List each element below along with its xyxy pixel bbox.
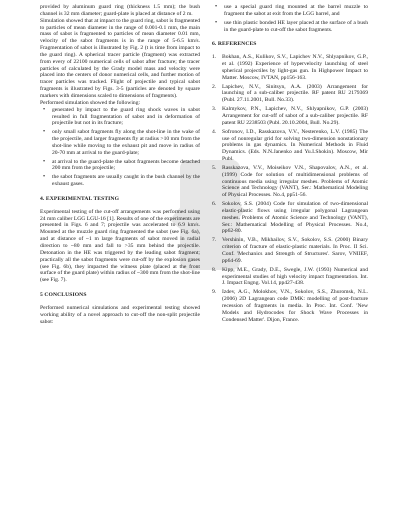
- reference-number: 3.: [212, 106, 217, 113]
- reference-item: [212, 83, 368, 105]
- conclusions-list: [212, 4, 368, 33]
- reference-item: [212, 201, 368, 235]
- paragraph-simulation: Simulation showed that at impact to the guard ring, sabot is fragmented to particles of mean diameter in the range of 0.001-0.1 mm, the main mass of sabot is fragmented to particles of mean diameter 0.01 mm, velocity of the sabot fragments is in the range of 5-6.5 km/s. Fragmentation of sabot is illustrated by Fig. 2 (t is time from impact to the guard ring). A spherical tracer particle (fragment) was extracted from every of 22100 numerical cells of sabot after fracture; the tracer particles of calculated by the Grady model mass and velocity were placed into the centers of donor numerical cells, and further motion of tracer particles was tracked. Flight of projectile and typical sabot fragments is illustrated by Figs. 3-5 (particles are denoted by square markers with dimensions scaled to dimensions of fragments).: [40, 17, 201, 99]
- findings-item: • generated by impact to the guard ring shock waves in sabot resulted in full fragmentation of sabot and in deformation of projectile but not in its fracture;: [52, 107, 200, 128]
- section-heading-conclusions: 5 CONCLUSIONS: [40, 292, 87, 299]
- findings-list: [40, 107, 200, 188]
- reference-text: Kipp, M.E., Grady, D.E., Swegle, J.W. (1993) Numerical and experimental studies of high velocity impact fragmentation. Int. J. Impact Engng. Vol.14, pp427-438.: [222, 266, 368, 287]
- reference-text: Izdev, A.G., Molokhov, V.N., Sokolov, S.S., Zhuromsk, N.L. (2006) 2D Lagrangean code DMK: modelling of post-fracture recession of fragments in media. In Proc. Int. Conf. 'New Models and Hydrocodes for Shock Wave Processes in Condensed Matter'. Dijon, France.: [222, 289, 368, 323]
- reference-item: [212, 164, 368, 199]
- references-list: [212, 54, 368, 323]
- findings-item: • the sabot fragments are usually caught in the bush channel by the exhaust gases.: [52, 174, 200, 188]
- reference-text: Sofronov, I.D., Rasskazova, V.V., Nesterenko, L.V. (1985) The use of nonregular grid for solving two-dimension nonstationary problems in gas dynamics. In Numerical Methods in Fluid Dynamics. (Eds. N.N.Janenko and Yu.I.Shokin). Moscow, Mir Publ.: [222, 128, 368, 163]
- conclusions-item: • use thin plastic bonded HE layer placed at the surface of a bush in the guard-plate to cut-off the sabot fragments.: [224, 20, 368, 34]
- reference-number: 1.: [212, 54, 217, 61]
- reference-item: [212, 266, 368, 288]
- section-heading-experimental: 4. EXPERIMENTAL TESTING: [40, 195, 120, 202]
- reference-number: 9.: [212, 289, 217, 296]
- reference-item: [212, 128, 368, 163]
- reference-item: [212, 54, 368, 81]
- left-column: [40, 4, 200, 325]
- findings-item: • only small sabot fragments fly along the shot-line in the wake of the projectile, and larger fragments fly at radius >10 mm from the shot-line while moving to the exhaust pit and move in radius of 20-70 mm at arrival to the guard-plate;: [52, 129, 200, 156]
- right-column: [212, 4, 368, 325]
- conclusions-item: • use a special guard ring mounted at the barrel muzzle to fragment the sabot at exit from the LGG barrel, and: [224, 4, 368, 18]
- section-heading-references: 6. REFERENCES: [212, 41, 257, 48]
- reference-number: 6.: [212, 201, 217, 208]
- reference-number: 8.: [212, 266, 217, 273]
- reference-item: [212, 106, 368, 127]
- paragraph-following: Performed simulation showed the following:: [40, 99, 141, 106]
- reference-text: Vershinin, V.B., Mikhailov, S.V., Sokolov, S.S. (2000) Binary criterion of fracture of elastic-plastic materials. In Proc. II Sci. Conf. 'Mechanics and Strength of Structures'. Sarov, VNIIEF, pp64-69.: [222, 237, 368, 264]
- reference-number: 5.: [212, 164, 217, 171]
- findings-item: • at arrival to the guard-plate the sabot fragments become detached 200 mm from the projectile;: [52, 159, 200, 173]
- reference-number: 7.: [212, 237, 217, 244]
- reference-text: Lapichev, N.V., Sinitsyn, A.A. (2003) Arrangement for launching of a sub-caliber projectile. RF patent RU 2179369 (Publ. 27.11.2001, Bull. No.33).: [222, 83, 368, 104]
- reference-text: Sokolov, S.S. (2004) Code for simulation of two-dimensional elastic-plastic flows using irregular polygonal Lagrangean meshes. Problems of Atomic Science and Technology (VANT), Ser.: Mathematical Modelling of Physical Processes. No.4, pp62-80.: [222, 201, 368, 235]
- paragraph-experimental: Experimental testing of the cut-off arrangements was performed using 24 mm caliber LGG LGU-16 [1]. Results of one of the experiments are presented in Figs. 6 and 7; projectile was accelerated to 6.9 km/s. Mounted at the muzzle guard ring fragmented the sabot (see Fig. 6a), and at distance of ~1 m large fragments of sabot moved in radial direction to ~80 mm and fall to >35 mm behind the projectile. Detonation in the HE was triggered by the leading sabot fragment; practically all the sabot fragments were cut-off by the explosion gases (see Fig. 6b), they impacted the witness plate (placed at the front surface of the guard plate) within radius of ~300 mm from the shot-line (see Fig. 7).: [40, 208, 200, 284]
- paragraph-intro: provided by aluminum guard ring (thickness 1.5 mm); the bush channel is 32 mm diameter; guard-plate is placed at distance of 2 m.: [40, 4, 200, 17]
- reference-text: Rasskazova, V.V., Moiseikov V.N., Shapovalov, A.N., et al. (1999) Code for solution of multidimensional problems of continuous media using irregular meshes. Problems of Atomic Science and Technology (VANT), Ser.: Mathematical Modeling of Physical Processes. No.4, pp51-56.: [222, 164, 368, 199]
- reference-item: [212, 237, 368, 264]
- reference-number: 4.: [212, 128, 217, 135]
- paragraph-conclusions: Performed numerical simulations and experimental testing showed working ability of a novel approach to cut-off the non-split projectile sabot:: [40, 304, 200, 325]
- reference-number: 2.: [212, 83, 217, 90]
- reference-text: Kalmykov, P.N., Lapichev, N.V., Shlyapnikov, G.P. (2003) Arrangement for cut-off of sabot of a sub-caliber projectile. RF patent RU 2238503 (Publ. 20.10.2004, Bull. No.29).: [222, 106, 368, 126]
- reference-item: [212, 289, 368, 323]
- reference-text: Bokhan, A.S., Kulikov, S.V., Lapichev N.V., Shlyapnikov, G.P., et al. (1992) Experience of hypervelocity launching of steel spherical projectiles by light-gas gun. In Highpower Impact to Matter. Moscow, IVTAN, pp156-163.: [222, 54, 368, 81]
